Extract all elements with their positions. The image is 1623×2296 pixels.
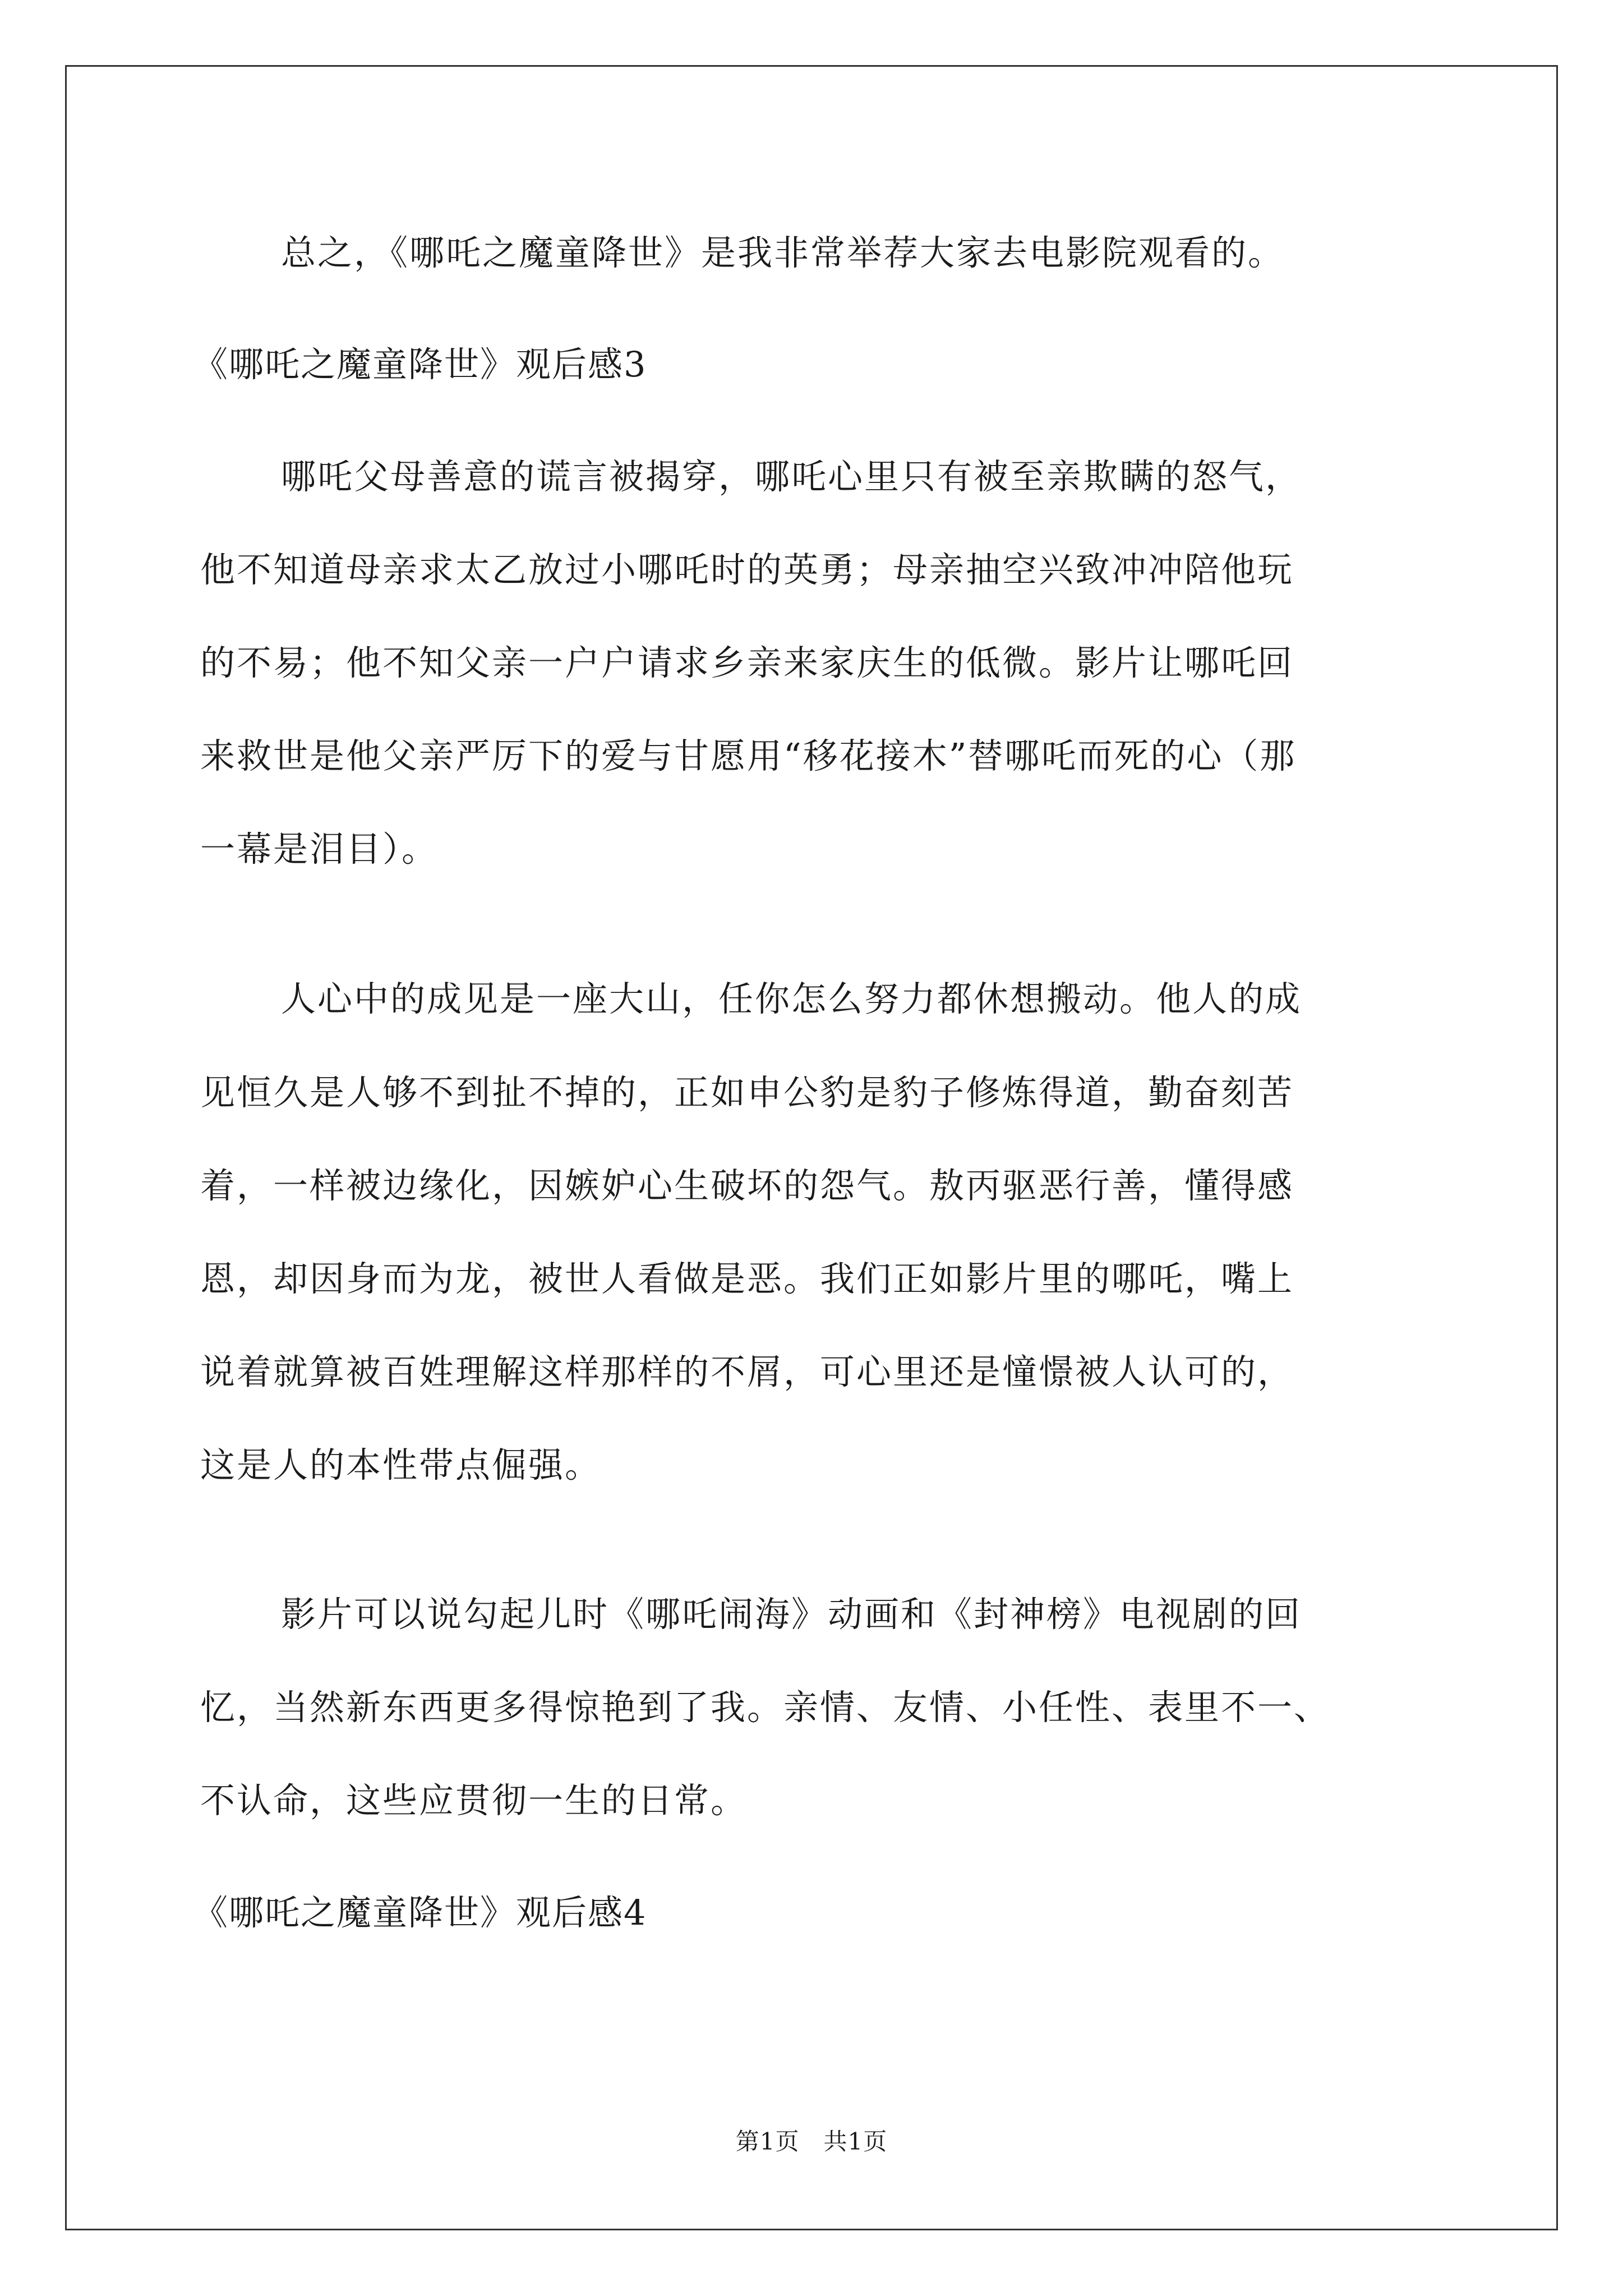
paragraph-line: 的不易；他不知父亲一户户请求乡亲来家庆生的低微。影片让哪吒回 [200,642,1294,683]
paragraph-line: 哪吒父母善意的谎言被揭穿，哪吒心里只有被至亲欺瞒的怒气， [281,456,1302,497]
paragraph-line: 总之，《哪吒之魔童降世》是我非常举荐大家去电影院观看的。 [281,232,1285,273]
paragraph-line: 他不知道母亲求太乙放过小哪吒时的英勇；母亲抽空兴致冲冲陪他玩 [200,549,1294,590]
paragraph-line: 影片可以说勾起儿时《哪吒闹海》动画和《封神榜》电视剧的回 [281,1594,1302,1635]
paragraph-line: 不认命，这些应贯彻一生的日常。 [200,1780,748,1821]
section-heading: 《哪吒之魔童降世》观后感4 [193,1892,647,1933]
page-number-footer: 第1页 共1页 [735,2128,888,2155]
paragraph-line: 恩，却因身而为龙，被世人看做是恶。我们正如影片里的哪吒，嘴上 [200,1258,1294,1299]
paragraph-line: 人心中的成见是一座大山，任你怎么努力都休想搬动。他人的成 [281,978,1302,1019]
paragraph-line: 来救世是他父亲严厉下的爱与甘愿用“移花接木”替哪吒而死的心（那 [200,735,1297,776]
section-heading: 《哪吒之魔童降世》观后感3 [193,344,647,385]
paragraph-line: 这是人的本性带点倔强。 [200,1444,602,1485]
paragraph-line: 见恒久是人够不到扯不掉的，正如申公豹是豹子修炼得道，勤奋刻苦 [200,1072,1294,1113]
paragraph-line: 着，一样被边缘化，因嫉妒心生破坏的怨气。敖丙驱恶行善，懂得感 [200,1165,1294,1206]
paragraph-line: 一幕是泪目）。 [200,829,439,869]
paragraph-line: 说着就算被百姓理解这样那样的不屑，可心里还是憧憬被人认可的， [200,1351,1294,1392]
paragraph-line: 忆，当然新东西更多得惊艳到了我。亲情、友情、小任性、表里不一、 [200,1687,1331,1728]
